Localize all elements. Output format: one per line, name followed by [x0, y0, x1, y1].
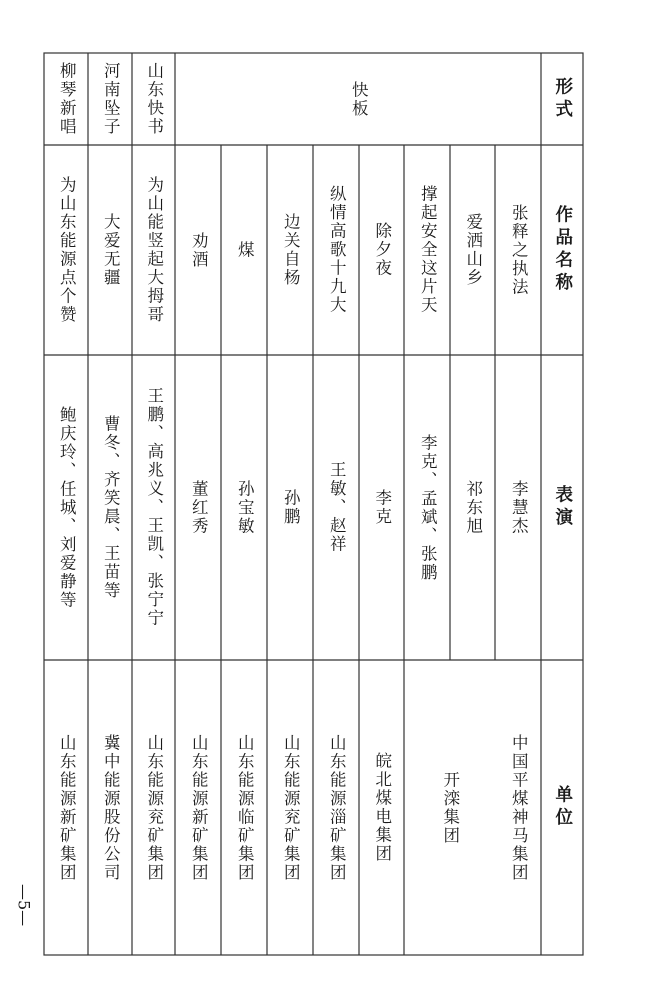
form-cell: 河南坠子: [101, 62, 121, 136]
performer-cell: 李克: [372, 489, 392, 526]
performer-cell: 孙鹏: [281, 489, 301, 526]
unit-cell: 冀中能源股份公司: [101, 733, 121, 882]
performer-cell: 孙宝敏: [235, 479, 255, 536]
form-cell: 快板: [349, 80, 369, 118]
title-cell: 为山能竖起大拇哥: [144, 176, 164, 324]
header-unit: 单位: [552, 785, 573, 830]
unit-cell: 山东能源新矿集团: [189, 733, 209, 882]
unit-cell: 山东能源临矿集团: [235, 733, 255, 882]
title-cell: 纵情高歌十九大: [327, 185, 347, 315]
title-cell: 张释之执法: [509, 203, 529, 297]
title-cell: 劝酒: [189, 231, 209, 269]
unit-cell: 山东能源兖矿集团: [281, 733, 301, 882]
header-form: 形式: [552, 76, 573, 122]
performer-cell: 李慧杰: [509, 479, 529, 536]
unit-cell: 中国平煤神马集团: [509, 733, 529, 882]
title-cell: 除夕夜: [372, 222, 392, 278]
unit-cell: 山东能源兖矿集团: [144, 733, 164, 882]
performer-cell: 董红秀: [189, 479, 209, 536]
unit-cell: 山东能源淄矿集团: [327, 733, 347, 882]
performer-cell: 王敏、赵祥: [327, 461, 347, 554]
title-cell: 大爱无疆: [101, 213, 121, 287]
title-cell: 边关自杨: [281, 213, 301, 287]
unit-cell: 山东能源新矿集团: [57, 733, 77, 882]
unit-cell: 皖北煤电集团: [372, 752, 392, 863]
page-number: —5—: [14, 883, 34, 927]
title-cell: 撑起安全这片天: [418, 185, 438, 315]
title-cell: 爱洒山乡: [463, 213, 483, 287]
unit-cell: 开滦集团: [440, 770, 460, 845]
form-cell: 柳琴新唱: [57, 62, 77, 136]
title-cell: 为山东能源点个赞: [57, 176, 77, 324]
form-cell: 山东快书: [144, 62, 164, 136]
performer-cell: 李克、孟斌、张鹏: [418, 433, 438, 582]
header-performer: 表演: [552, 485, 573, 530]
performer-cell: 曹冬、齐笑晨、王苗等: [101, 415, 121, 600]
performer-cell: 鲍庆玲、任城、刘爱静等: [57, 405, 77, 610]
performer-cell: 祁东旭: [463, 479, 483, 536]
title-cell: 煤: [235, 240, 255, 260]
header-title: 作品名称: [552, 205, 573, 295]
performer-cell: 王鹏、高兆义、王凯、张宁宁: [144, 387, 164, 628]
